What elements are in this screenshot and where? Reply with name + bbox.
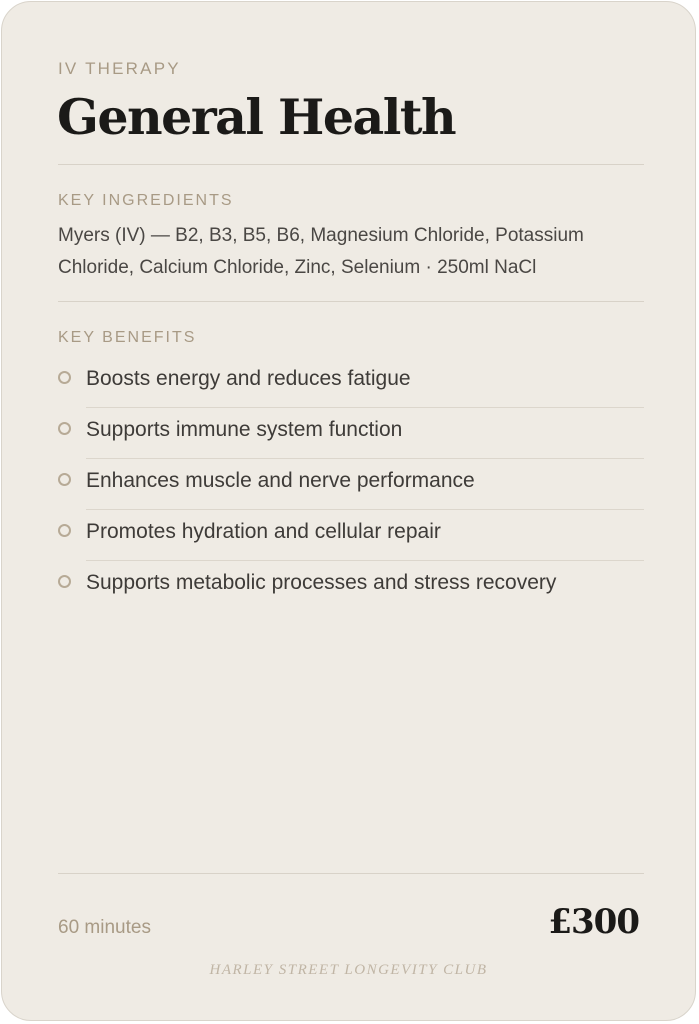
benefit-text: Boosts energy and reduces fatigue: [86, 367, 411, 390]
benefit-text: Supports metabolic processes and stress recovery: [86, 571, 557, 594]
duration-text: 60 minutes: [58, 917, 151, 938]
price-text: £300: [548, 902, 639, 942]
list-item: [58, 459, 644, 510]
page-title: General Health: [57, 88, 456, 146]
bullet-circle-icon: [58, 371, 71, 384]
divider: [58, 873, 644, 874]
category-label: IV THERAPY: [58, 59, 181, 78]
divider: [58, 164, 644, 165]
bullet-circle-icon: [58, 422, 71, 435]
benefits-list: [58, 357, 644, 612]
list-item: [58, 510, 644, 561]
benefit-text: Enhances muscle and nerve performance: [86, 469, 475, 492]
bullet-circle-icon: [58, 524, 71, 537]
benefits-label: KEY BENEFITS: [58, 329, 197, 346]
list-item: [58, 561, 644, 612]
divider: [58, 301, 644, 302]
brand-footer: HARLEY STREET LONGEVITY CLUB: [209, 962, 488, 978]
bullet-circle-icon: [58, 575, 71, 588]
ingredients-text: Myers (IV) — B2, B3, B5, B6, Magnesium Chloride, Potassium Chloride, Calcium Chloride, Zinc, Selenium · 250ml NaCl: [58, 225, 584, 278]
treatment-card: [1, 1, 696, 1021]
bullet-circle-icon: [58, 473, 71, 486]
benefit-text: Promotes hydration and cellular repair: [86, 520, 441, 543]
benefit-text: Supports immune system function: [86, 418, 403, 441]
ingredients-label: KEY INGREDIENTS: [58, 192, 234, 209]
list-item: [58, 357, 644, 408]
list-item: [58, 408, 644, 459]
